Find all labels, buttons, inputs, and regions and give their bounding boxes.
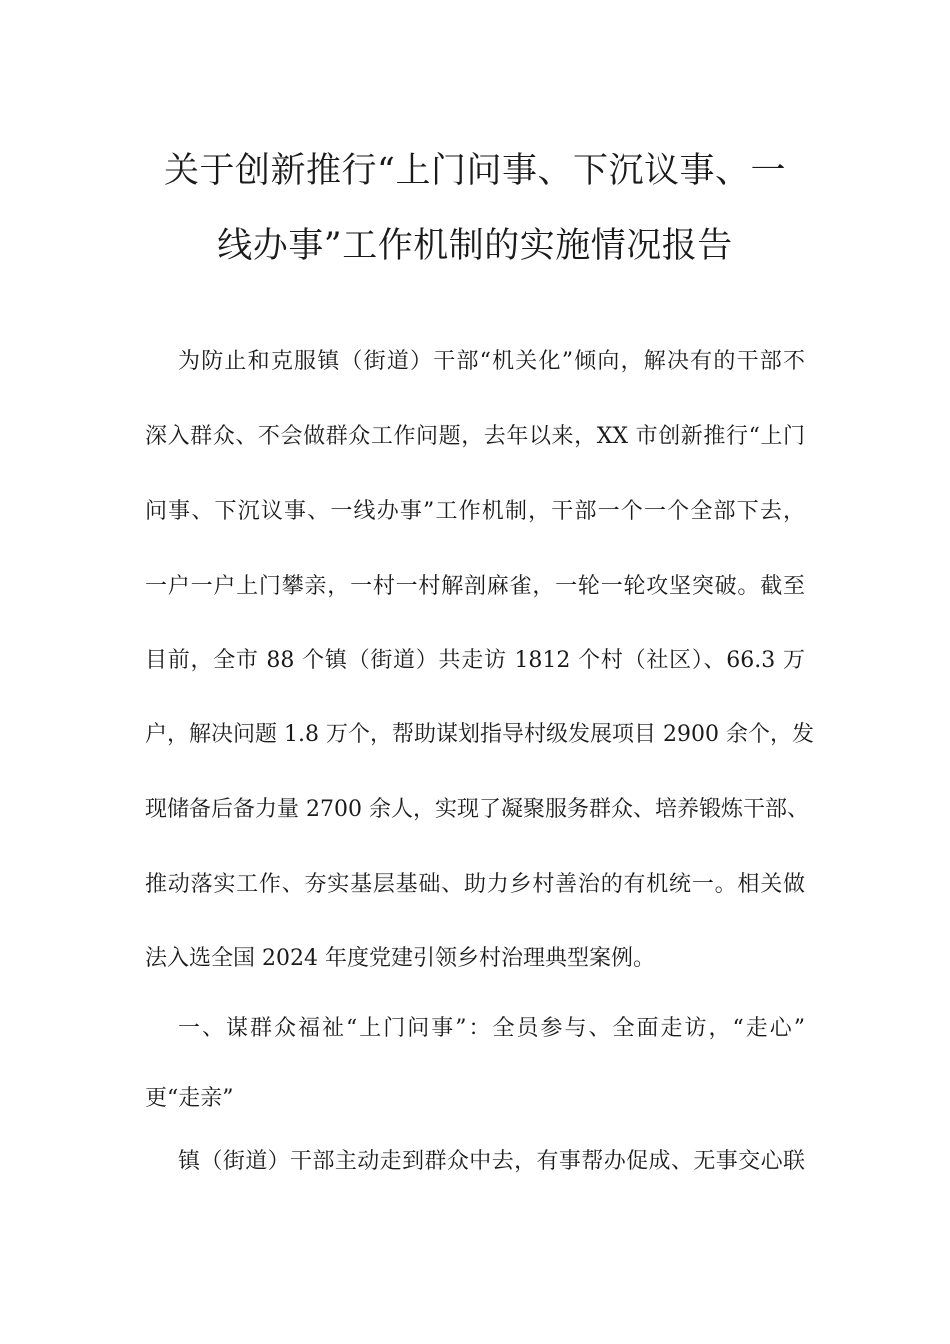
paragraph-line: 问事、下沉议事、一线办事”工作机制，干部一个一个全部下去， bbox=[145, 499, 805, 524]
paragraph-line: 深入群众、不会做群众工作问题，去年以来，XX 市创新推行“上门 bbox=[145, 424, 805, 449]
paragraph-line: 一户一户上门攀亲，一村一村解剖麻雀，一轮一轮攻坚突破。截至 bbox=[145, 574, 805, 599]
section-heading-line: 一、谋群众福祉“上门问事”：全员参与、全面走访，“走心” bbox=[178, 1016, 805, 1041]
paragraph-line: 为防止和克服镇（街道）干部“机关化”倾向，解决有的干部不 bbox=[178, 349, 805, 374]
paragraph-line: 镇（街道）干部主动走到群众中去，有事帮办促成、无事交心联 bbox=[178, 1149, 805, 1174]
paragraph-line: 推动落实工作、夯实基层基础、助力乡村善治的有机统一。相关做 bbox=[145, 872, 805, 897]
paragraph-line: 户，解决问题 1.8 万个，帮助谋划指导村级发展项目 2900 余个，发 bbox=[145, 722, 814, 747]
document-title-line-1: 关于创新推行“上门问事、下沉议事、一 bbox=[164, 151, 786, 192]
section-heading-line: 更“走亲” bbox=[145, 1086, 234, 1111]
paragraph-line: 目前，全市 88 个镇（街道）共走访 1812 个村（社区）、66.3 万 bbox=[145, 648, 805, 673]
paragraph-line: 现储备后备力量 2700 余人，实现了凝聚服务群众、培养锻炼干部、 bbox=[145, 797, 809, 822]
document-title-line-2: 线办事”工作机制的实施情况报告 bbox=[217, 226, 733, 267]
paragraph-line: 法入选全国 2024 年度党建引领乡村治理典型案例。 bbox=[145, 946, 655, 971]
